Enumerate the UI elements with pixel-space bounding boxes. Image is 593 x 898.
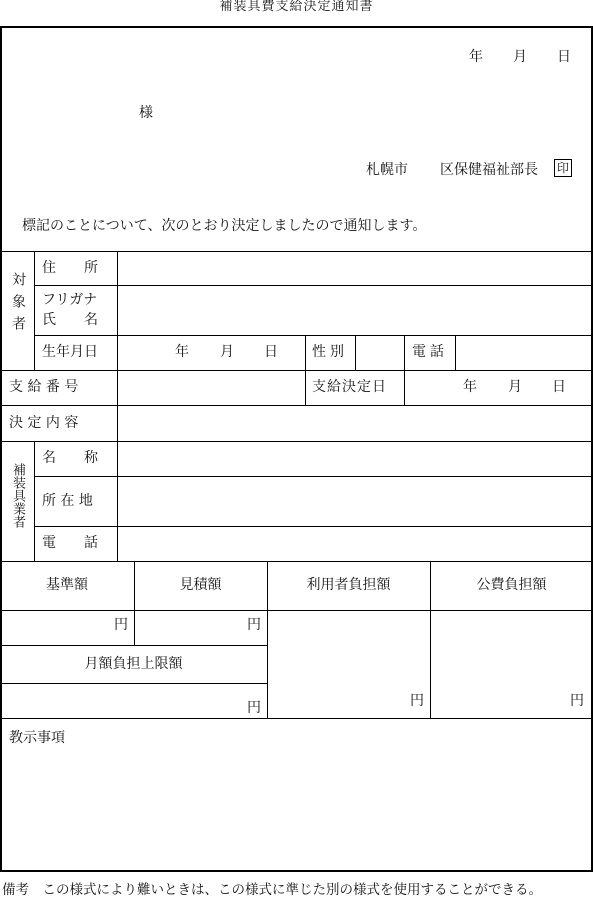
date-year-label: 年 bbox=[469, 49, 483, 65]
vendor-location-label: 所 在 地 bbox=[42, 493, 93, 509]
rule bbox=[34, 251, 35, 370]
seal-mark: 印 bbox=[554, 159, 572, 177]
monthly-cap-label: 月額負担上限額 bbox=[84, 656, 183, 672]
rule bbox=[404, 335, 405, 405]
rule bbox=[117, 251, 118, 561]
birth-month-unit: 月 bbox=[220, 344, 234, 360]
rule bbox=[0, 370, 593, 371]
public-share-yen-unit: 円 bbox=[570, 693, 584, 709]
rule bbox=[0, 683, 267, 684]
decision-content-label: 決 定 内 容 bbox=[9, 415, 79, 431]
form-frame bbox=[0, 26, 593, 872]
vendor-phone-label: 電 話 bbox=[42, 535, 98, 551]
user-share-header: 利用者負担額 bbox=[306, 577, 391, 593]
remark-text: 備考 この様式により難いときは、この様式に準じた別の様式を使用することができる。 bbox=[2, 882, 542, 898]
decision-month-unit: 月 bbox=[508, 379, 522, 395]
date-month-label: 月 bbox=[513, 49, 527, 65]
rule bbox=[0, 561, 593, 562]
document-title: 補装具費支給決定通知書 bbox=[219, 0, 374, 14]
phone-label: 電話 bbox=[412, 344, 448, 360]
estimate-yen-unit: 円 bbox=[247, 617, 261, 633]
payment-number-label: 支 給 番 号 bbox=[9, 379, 79, 395]
birth-day-unit: 日 bbox=[264, 344, 278, 360]
birth-year-unit: 年 bbox=[175, 344, 189, 360]
estimate-amount-header: 見積額 bbox=[179, 577, 222, 593]
rule bbox=[305, 335, 306, 405]
rule bbox=[0, 405, 593, 406]
standard-amount-header: 基準額 bbox=[46, 577, 88, 593]
rule bbox=[0, 251, 593, 252]
rule bbox=[0, 718, 593, 719]
addressee-suffix: 様 bbox=[139, 105, 153, 121]
date-day-label: 日 bbox=[557, 49, 571, 65]
issuer-department: 区保健福祉部長 bbox=[440, 162, 538, 178]
rule bbox=[455, 335, 456, 370]
rule bbox=[355, 335, 356, 370]
birthdate-label: 生年月日 bbox=[42, 344, 98, 360]
rule bbox=[34, 441, 35, 561]
decision-date-label: 支給決定日 bbox=[312, 379, 387, 395]
address-label: 住 所 bbox=[42, 260, 98, 276]
decision-year-unit: 年 bbox=[463, 379, 477, 395]
vendor-name-label: 名 称 bbox=[42, 450, 98, 466]
user-share-yen-unit: 円 bbox=[410, 693, 424, 709]
name-label: 氏 名 bbox=[42, 312, 98, 328]
subject-group-label: 対象者 bbox=[10, 272, 26, 338]
gender-label: 性別 bbox=[312, 344, 348, 360]
issuer-city: 札幌市 bbox=[366, 162, 408, 178]
rule bbox=[0, 645, 267, 646]
standard-yen-unit: 円 bbox=[114, 617, 128, 633]
public-share-header: 公費負担額 bbox=[476, 577, 547, 593]
rule bbox=[0, 441, 593, 442]
vendor-group-label: 補装具業者 bbox=[10, 463, 25, 528]
decision-day-unit: 日 bbox=[552, 379, 566, 395]
furigana-label: フリガナ bbox=[42, 292, 98, 308]
teaching-label: 教示事項 bbox=[9, 730, 65, 746]
rule bbox=[134, 561, 135, 645]
rule bbox=[0, 610, 593, 611]
monthly-cap-yen-unit: 円 bbox=[247, 700, 261, 716]
intro-text: 標記のことについて、次のとおり決定しましたので通知します。 bbox=[22, 218, 427, 234]
